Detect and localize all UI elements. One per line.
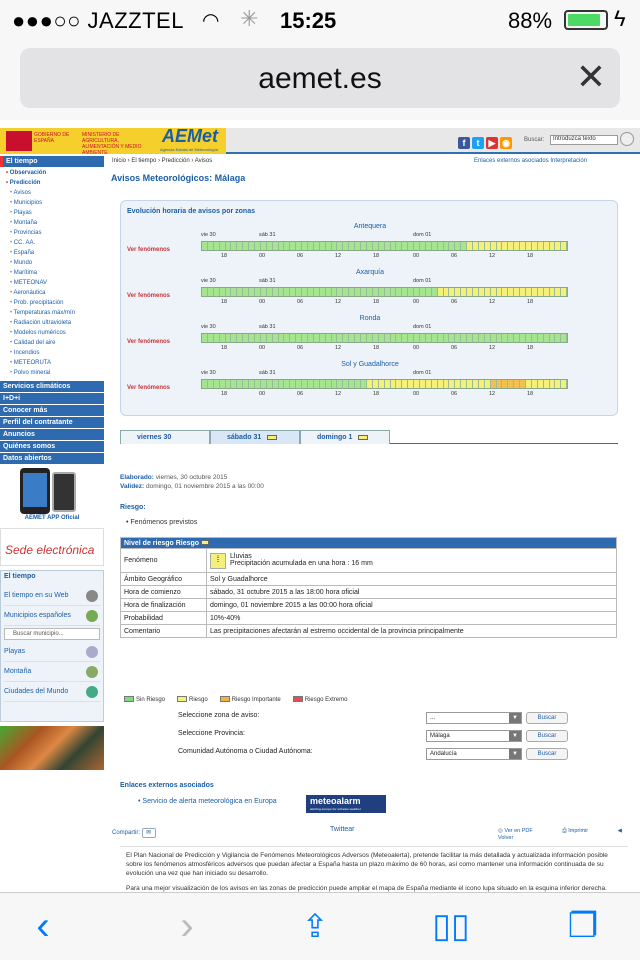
ver-fenomenos-link[interactable]: Ver fenómenos [127,247,171,253]
hour-label: 00 [413,345,420,351]
sidebar-item-13[interactable]: • Radiación ultravioleta [0,318,104,328]
chevron-down-icon: ▼ [509,731,521,741]
risk-legend [124,696,359,703]
risk-value: 10%-40% [207,612,617,625]
wifi-icon: ◠ [202,10,220,32]
clock: 15:25 [280,8,337,33]
hour-labels [201,391,567,399]
gear-icon [86,590,98,602]
tab-sabado[interactable]: sábado 31 [210,430,300,444]
ministry-text-1: GOBIERNO DE ESPAÑA [34,132,70,144]
buscar-button[interactable]: Buscar [526,712,568,724]
zone-1 [121,269,619,315]
hour-label: 18 [373,253,380,259]
day-labels [201,232,567,240]
chevron-down-icon: ▼ [509,749,521,759]
day-label: vie 30 [201,278,216,284]
tab-viernes[interactable]: viernes 30 [120,430,210,444]
hour-label: 06 [451,345,458,351]
sidebar-section-2[interactable]: Conocer más [0,405,104,416]
hour-label: 18 [221,253,228,259]
sidebar-item-9[interactable]: • METEONAV [0,278,104,288]
day-label: sáb 31 [259,324,276,330]
hour-label: 06 [297,345,304,351]
hour-label: 00 [259,253,266,259]
sidebar-item-6[interactable]: • España [0,248,104,258]
day-label: dom 01 [413,324,432,330]
turtle-icon [86,610,98,622]
risk-value: sábado, 31 octubre 2015 a las 18:00 hora oficial [207,586,617,599]
sidebar-section-1[interactable]: I+D+i [0,393,104,404]
sidebar-section-0[interactable]: Servicios climáticos [0,381,104,392]
legend-item: Sin Riesgo [124,697,171,703]
municipio-search-input[interactable]: Buscar municipio... [4,628,100,640]
hour-label: 18 [527,345,534,351]
sidebar-item-16[interactable]: • Incendios [0,348,104,358]
hour-labels [201,345,567,353]
widget-row-montana[interactable]: Montaña [4,662,100,682]
facebook-icon[interactable]: f [458,137,470,149]
hour-labels [201,253,567,261]
url-text: aemet.es [258,62,382,95]
main-content [108,156,628,896]
zone-0 [121,223,619,269]
sidebar-item-18[interactable]: • Polvo mineral [0,368,104,378]
rain-icon: ⁞ [210,553,226,569]
page-title: Avisos Meteorológicos: Málaga [111,173,246,183]
risk-key: Hora de comienzo [121,586,207,599]
warning-timeline[interactable] [201,287,568,297]
pdf-link[interactable]: ◎ Ver en PDF [498,828,533,834]
social-links [458,133,514,151]
print-link[interactable]: ⎙ Imprimir [562,828,589,834]
search-button[interactable] [620,132,634,146]
hour-label: 12 [335,391,342,397]
carrier-signal: ●●●○○ JAZZTEL [12,8,184,33]
twitter-icon[interactable]: t [472,137,484,149]
risk-key: Ámbito Geográfico [121,573,207,586]
header-links[interactable]: Enlaces externos asociados Interpretación [474,158,588,164]
meteoalarm-logo[interactable]: meteoalarm alerting europe for extreme weather [306,795,386,813]
sidebar-item-4[interactable]: • Provincias [0,228,104,238]
day-label: vie 30 [201,324,216,330]
comunidad-select[interactable]: Andalucía ▼ [426,748,522,760]
risk-level-header: Nivel de riesgo Riesgo [121,538,617,549]
hour-label: 00 [413,391,420,397]
share-icon[interactable]: ✉ [142,828,156,838]
battery-percent: 88% [508,8,553,33]
zone-3 [121,361,619,407]
app-promo[interactable] [0,468,104,524]
hour-label: 18 [373,391,380,397]
description-text: El Plan Nacional de Predicción y Vigilancia de Fenómenos Meteorológicos Adversos (Meteoalerta), pretende facilitar la más detallada y actualizada información posible sobre los fenómenos atmosféricos adversos que puedan afectar a España hasta un plazo máximo de 60 horas, así como mantener una información continuada de su evolución una vez que han iniciado su desarrollo. Para una mejor visualización de los avisos en las zonas de predicción puede ampliar el mapa de España mediante el icono lupa situado en la esquina inferior derecha. [120,846,628,906]
share-label: Compartir: ✉ [112,828,156,838]
zone-name[interactable]: Ronda [359,315,381,322]
enlaces-title: Enlaces externos asociados [120,782,214,789]
sidebar-item-7[interactable]: • Mundo [0,258,104,268]
sidebar-item-0[interactable]: • Avisos [0,188,104,198]
day-tabs [120,430,618,444]
warning-timeline[interactable] [201,241,568,251]
zone-name[interactable]: Antequera [353,223,387,230]
zone-name[interactable]: Sol y Guadalhorce [341,361,399,368]
risk-value: Sol y Guadalhorce [207,573,617,586]
sidebar-item-15[interactable]: • Calidad del aire [0,338,104,348]
app-label[interactable]: AEMET APP Oficial [24,515,80,521]
hour-label: 06 [297,391,304,397]
aemet-logo-sub: Agencia Estatal de Meteorología [160,147,218,152]
widget-row-municipios[interactable]: Municipios españoles [4,606,100,626]
risk-key: Comentario [121,625,207,638]
hour-label: 18 [373,345,380,351]
risk-key: Hora de finalización [121,599,207,612]
tabs-icon[interactable]: ❐ [567,907,599,945]
hour-label: 06 [297,253,304,259]
warning-timeline[interactable] [201,333,568,343]
hour-label: 12 [335,253,342,259]
youtube-icon[interactable]: ▶ [486,137,498,149]
battery-icon [564,10,608,30]
hour-label: 18 [527,299,534,305]
hour-label: 12 [489,253,496,259]
evolution-title: Evolución horaria de avisos por zonas [127,208,255,215]
forward-icon[interactable]: › [180,904,194,948]
sidebar-item-3[interactable]: • Montaña [0,218,104,228]
sidebar-item-14[interactable]: • Modelos numéricos [0,328,104,338]
widget-title: El tiempo [4,573,36,580]
widget-row-web[interactable]: El tiempo en su Web [4,586,100,606]
zona-select[interactable]: ... ▼ [426,712,522,724]
breadcrumb[interactable]: Inicio › El tiempo › Predicción › Avisos [112,158,213,164]
weather-widget [0,570,104,722]
tweet-button[interactable]: Twittear [330,826,355,833]
form-provincia: Seleccione Provincia: Málaga ▼ Buscar [178,730,628,744]
phone-image-2 [52,472,76,512]
hour-label: 18 [527,391,534,397]
day-labels [201,370,567,378]
legend-item: Riesgo Importante [220,697,287,703]
sidebar-item-12[interactable]: • Temperaturas máx/mín [0,308,104,318]
sidebar-item-17[interactable]: • METEORUTA [0,358,104,368]
sidebar-item-8[interactable]: • Marítima [0,268,104,278]
alerta-link[interactable]: • Servicio de alerta meteorológica en Europa [138,798,277,805]
bookmarks-icon[interactable]: ▯▯ [432,907,470,945]
fenomenos-previstos: • Fenómenos previstos [126,519,198,526]
warning-timeline[interactable] [201,379,568,389]
satellite-image[interactable] [0,726,104,770]
sidebar-item-5[interactable]: • CC. AA. [0,238,104,248]
day-label: sáb 31 [259,232,276,238]
day-label: vie 30 [201,232,216,238]
sidebar [0,156,104,896]
hour-label: 18 [221,299,228,305]
address-bar [0,40,640,120]
hour-labels [201,299,567,307]
day-label: dom 01 [413,278,432,284]
legend-item: Riesgo Extremo [293,697,354,703]
hour-label: 18 [527,253,534,259]
risk-key: Probabilidad [121,612,207,625]
provincia-select[interactable]: Málaga ▼ [426,730,522,742]
hour-label: 12 [489,345,496,351]
hour-label: 12 [489,299,496,305]
hour-label: 00 [413,253,420,259]
chevron-down-icon: ▼ [509,713,521,723]
zone-name[interactable]: Axarquía [355,269,385,276]
legend-item: Riesgo [177,697,214,703]
ver-fenomenos-link[interactable]: Ver fenómenos [127,293,171,299]
elaborado: Elaborado: viernes, 30 octubre 2015 [120,474,228,481]
search-label: Buscar: [524,137,545,143]
ministry-text-2: MINISTERIO DE AGRICULTURA, ALIMENTACIÓN Y MEDIO AMBIENTE [82,132,142,156]
close-icon[interactable]: ✕ [575,56,606,97]
sidebar-item-2[interactable]: • Playas [0,208,104,218]
search-icon[interactable] [86,646,98,658]
spain-shield-icon [6,131,32,151]
sede-label: Sede electrónica [5,543,95,557]
sidebar-item-10[interactable]: • Aeronáutica [0,288,104,298]
aemet-logo[interactable]: AEMet [162,126,219,146]
hour-label: 12 [335,299,342,305]
hour-label: 00 [259,299,266,305]
search-input[interactable]: Introduzca texto [550,135,618,145]
globe-icon [86,686,98,698]
sidebar-section-3[interactable]: Perfil del contratante [0,417,104,428]
day-labels [201,324,567,332]
hour-label: 00 [259,391,266,397]
rss-icon[interactable]: ◉ [500,137,512,149]
risk-value: Las precipitaciones afectarán al estremo occidental de la provincia principalmente [207,625,617,638]
site-header [0,128,640,154]
risk-value: domingo, 01 noviembre 2015 a las 00:00 hora oficial [207,599,617,612]
day-label: vie 30 [201,370,216,376]
hour-label: 00 [413,299,420,305]
widget-row-playas[interactable]: Playas [4,642,100,662]
back-link[interactable]: ◀ Volver [498,828,622,841]
risk-value-fenomeno: ⁞ Lluvias Precipitación acumulada en una hora : 16 mm [207,549,617,573]
tab-domingo[interactable]: domingo 1 [300,430,390,444]
web-page [0,120,640,892]
share-icon[interactable]: ⇪ [301,908,329,944]
evolution-panel [120,200,618,416]
government-logo-bar [0,128,226,154]
charging-icon: ϟ [614,6,626,31]
hour-label: 18 [221,391,228,397]
status-bar [0,0,640,40]
hour-label: 18 [221,345,228,351]
riesgo-label: Riesgo: [120,504,146,511]
buscar-button[interactable]: Buscar [526,748,568,760]
activity-spinner-icon: ✳ [240,6,259,31]
hour-label: 06 [451,391,458,397]
sidebar-section-5[interactable]: Quiénes somos [0,441,104,452]
sidebar-item-prediccion[interactable]: • Predicción [0,178,104,188]
sede-electronica-banner[interactable] [0,528,104,566]
hour-label: 00 [259,345,266,351]
day-label: dom 01 [413,232,432,238]
hour-label: 06 [297,299,304,305]
form-comunidad: Comunidad Autónoma o Ciudad Autónoma: Andalucía ▼ Buscar [178,748,628,762]
sidebar-item-11[interactable]: • Prob. precipitación [0,298,104,308]
widget-row-ciudades[interactable]: Ciudades del Mundo [4,682,100,702]
back-icon[interactable]: ‹ [36,904,50,948]
buscar-button[interactable]: Buscar [526,730,568,742]
day-label: sáb 31 [259,278,276,284]
hour-label: 06 [451,299,458,305]
mountain-icon [86,666,98,678]
sidebar-section-6[interactable]: Datos abiertos [0,453,104,464]
day-label: sáb 31 [259,370,276,376]
page-tools [498,828,628,841]
hour-label: 06 [451,253,458,259]
hour-label: 12 [489,391,496,397]
sidebar-header-el-tiempo[interactable]: El tiempo [0,156,104,167]
day-labels [201,278,567,286]
sidebar-section-4[interactable]: Anuncios [0,429,104,440]
ver-fenomenos-link[interactable]: Ver fenómenos [127,339,171,345]
day-label: dom 01 [413,370,432,376]
hour-label: 12 [335,345,342,351]
browser-toolbar [0,892,640,960]
zone-2 [121,315,619,361]
url-field[interactable] [20,48,620,108]
risk-key: Fenómeno [121,549,207,573]
risk-table [120,537,617,638]
hour-label: 18 [373,299,380,305]
sidebar-item-observacion[interactable]: • Observación [0,168,104,178]
ver-fenomenos-link[interactable]: Ver fenómenos [127,385,171,391]
phone-image [20,468,50,514]
validez: Validez: domingo, 01 noviembre 2015 a las 00:00 [120,483,264,490]
form-zona: Seleccione zona de aviso: ... ▼ Buscar [178,712,628,726]
sidebar-item-1[interactable]: • Municipios [0,198,104,208]
